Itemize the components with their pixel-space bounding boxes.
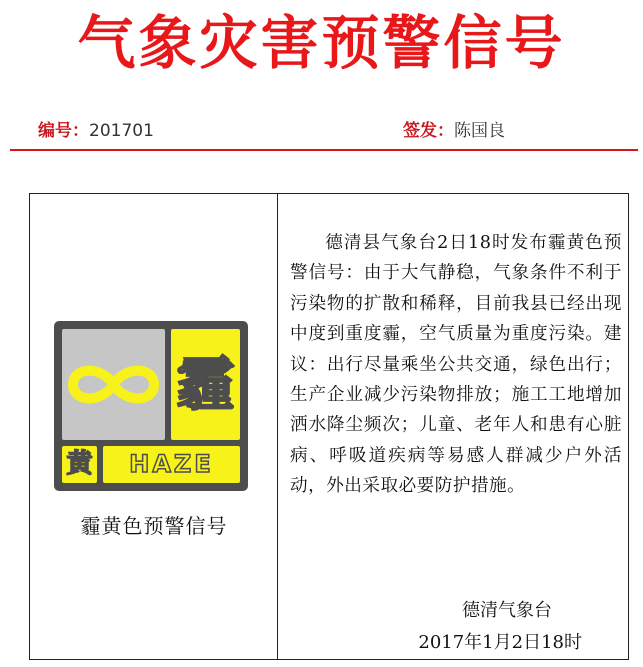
signer-label: 签发：: [403, 121, 454, 141]
signal-level-char: 黄: [62, 446, 97, 483]
issuing-organization: 德清气象台: [462, 600, 552, 621]
signer-value: 陈国良: [454, 121, 505, 141]
serial-label: 编号：: [38, 121, 89, 141]
infinity-icon: [62, 329, 165, 440]
signal-caption: 霾黄色预警信号: [80, 514, 228, 538]
haze-yellow-signal-icon: [54, 321, 248, 491]
signal-haze-label: HAZE: [103, 446, 240, 483]
signer: [403, 116, 505, 146]
signal-symbol-panel: [62, 329, 165, 440]
warning-table: [29, 193, 629, 660]
content-column: [278, 194, 628, 659]
signal-main-char: 霾: [176, 350, 235, 418]
signal-column: [30, 194, 278, 659]
issue-datetime: 2017年1月2日18时: [418, 632, 582, 653]
document-title: 气象灾害预警信号: [77, 9, 566, 77]
header-divider: [10, 149, 638, 151]
signal-main-char-panel: [171, 329, 240, 440]
warning-body-text: 德清县气象台2日18时发布霾黄色预警信号：由于大气静稳，气象条件不利于污染物的扩散和稀释，目前我县已经出现中度到重度霾，空气质量为重度污染。建议：出行尽量乘坐公共交通，绿色出行；生产企业减少污染物排放；施工工地增加洒水降尘频次；儿童、老年人和患有心脏病、呼吸道疾病等易感人群减少户外活动，外出采取必要防护措施。: [290, 233, 622, 497]
serial-value: 201701: [89, 121, 154, 141]
serial-number: [38, 116, 154, 146]
